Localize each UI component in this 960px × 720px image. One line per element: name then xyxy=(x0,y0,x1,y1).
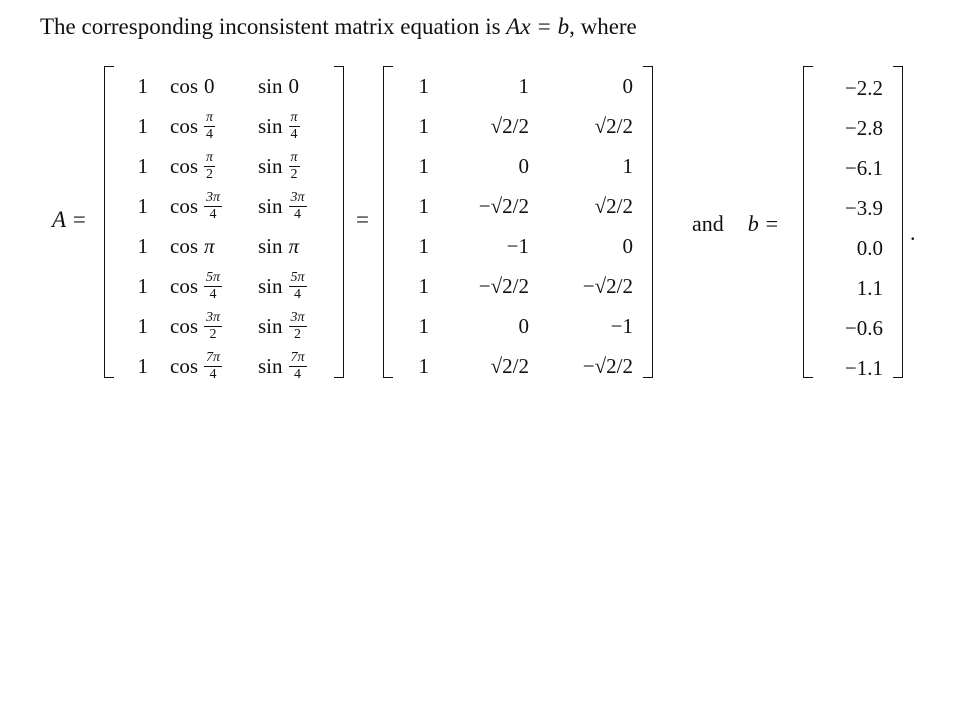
matrix-cell: √2/2 xyxy=(594,193,633,218)
matrix-a-symbolic xyxy=(104,66,344,382)
fraction-numerator: 5π xyxy=(206,269,221,285)
cos-function: cos xyxy=(170,113,198,138)
matrix-cell: 0 xyxy=(518,313,529,338)
matrix-row xyxy=(383,306,653,346)
vector-b-label: b = xyxy=(747,211,780,236)
fraction-denominator: 4 xyxy=(294,286,302,302)
matrix-cell xyxy=(258,346,338,386)
vector-row xyxy=(803,268,903,308)
vector-entry: −2.8 xyxy=(844,115,883,140)
sin-function: sin xyxy=(258,273,283,298)
intro-text-before: The corresponding inconsistent matrix equation is xyxy=(40,14,507,39)
fraction-denominator: 2 xyxy=(294,326,302,342)
matrix-cell xyxy=(170,306,250,346)
matrix-cell: 0 xyxy=(622,233,633,258)
sin-function: sin xyxy=(258,313,283,338)
matrix-cell xyxy=(170,66,250,106)
matrix-cell xyxy=(258,66,338,106)
fraction-numerator: π xyxy=(290,149,298,165)
matrix-cell: −√2/2 xyxy=(582,353,633,378)
matrix-cell: 1 xyxy=(137,353,148,378)
matrix-cell: 1 xyxy=(418,273,429,298)
matrix-cell xyxy=(170,346,250,386)
vector-row xyxy=(803,148,903,188)
fraction-numerator: π xyxy=(206,149,214,165)
matrix-a-numeric xyxy=(383,66,653,378)
matrix-cell: √2/2 xyxy=(490,353,529,378)
matrix-cell: 1 xyxy=(137,313,148,338)
cos-function: cos xyxy=(170,193,198,218)
vector-entry: −0.6 xyxy=(844,315,883,340)
sin-function: sin xyxy=(258,193,283,218)
matrix-cell xyxy=(170,106,250,146)
fraction xyxy=(289,311,307,342)
cos-function: cos xyxy=(170,153,198,178)
fraction xyxy=(289,351,307,382)
matrix-cell xyxy=(258,226,338,266)
function-argument: 0 xyxy=(204,73,215,98)
fraction-denominator: 4 xyxy=(209,286,217,302)
cos-function: cos xyxy=(170,233,198,258)
matrix-row xyxy=(383,266,653,306)
matrix-a-label: A = xyxy=(52,207,87,232)
matrix-row xyxy=(383,346,653,386)
cos-function: cos xyxy=(170,353,198,378)
matrix-cell xyxy=(258,106,338,146)
fraction-numerator: 3π xyxy=(206,309,221,325)
fraction-denominator: 2 xyxy=(290,166,298,182)
fraction-denominator: 4 xyxy=(209,206,217,222)
matrix-cell: 1 xyxy=(137,153,148,178)
fraction xyxy=(289,191,307,222)
vector-b xyxy=(803,66,903,378)
matrix-row xyxy=(104,146,344,186)
matrix-row xyxy=(383,66,653,106)
function-argument: π xyxy=(204,233,215,258)
matrix-row xyxy=(104,306,344,346)
matrix-row xyxy=(383,226,653,266)
vector-row xyxy=(803,348,903,388)
matrix-cell: 0 xyxy=(518,153,529,178)
fraction xyxy=(204,111,215,142)
intro-sentence xyxy=(40,14,637,40)
sin-function: sin xyxy=(258,73,283,98)
vector-entry: −1.1 xyxy=(844,355,883,380)
vector-row xyxy=(803,308,903,348)
fraction xyxy=(289,151,300,182)
matrix-cell: 1 xyxy=(137,73,148,98)
fraction-denominator: 4 xyxy=(209,366,217,382)
matrix-cell: 1 xyxy=(418,353,429,378)
fraction-denominator: 4 xyxy=(206,126,213,142)
vector-entry: −2.2 xyxy=(844,75,883,100)
and-word: and xyxy=(692,211,724,236)
fraction-denominator: 4 xyxy=(294,206,302,222)
matrix-row xyxy=(104,66,344,106)
fraction xyxy=(204,191,222,222)
sin-function: sin xyxy=(258,353,283,378)
matrix-row xyxy=(104,106,344,146)
matrix-cell: −1 xyxy=(506,233,529,258)
matrix-cell: 1 xyxy=(418,233,429,258)
matrix-cell xyxy=(170,226,250,266)
fraction-denominator: 2 xyxy=(206,166,213,182)
fraction-numerator: π xyxy=(290,109,298,125)
function-argument: π xyxy=(288,233,300,258)
matrix-cell: 1 xyxy=(137,233,148,258)
matrix-cell xyxy=(170,146,250,186)
fraction-numerator: 3π xyxy=(206,189,221,205)
matrix-cell xyxy=(258,146,338,186)
intro-text-after: , where xyxy=(569,14,637,39)
matrix-cell: 1 xyxy=(518,73,529,98)
fraction xyxy=(204,151,215,182)
vector-row xyxy=(803,108,903,148)
fraction-numerator: 3π xyxy=(290,189,305,205)
fraction xyxy=(204,311,222,342)
matrix-row xyxy=(383,146,653,186)
matrix-cell: √2/2 xyxy=(594,113,633,138)
matrix-row xyxy=(383,106,653,146)
matrix-cell: −1 xyxy=(610,313,633,338)
matrix-cell: √2/2 xyxy=(490,113,529,138)
matrix-cell xyxy=(170,266,250,306)
fraction-numerator: 5π xyxy=(290,269,305,285)
fraction-numerator: 7π xyxy=(290,349,305,365)
matrix-row xyxy=(104,226,344,266)
matrix-cell: 1 xyxy=(622,153,633,178)
fraction-numerator: π xyxy=(206,109,214,125)
matrix-cell xyxy=(258,266,338,306)
vector-entry: 1.1 xyxy=(856,275,883,300)
fraction xyxy=(204,351,222,382)
matrix-row xyxy=(104,346,344,386)
fraction xyxy=(204,271,222,302)
sin-function: sin xyxy=(258,113,283,138)
fraction-numerator: 3π xyxy=(290,309,305,325)
matrix-cell: 1 xyxy=(137,113,148,138)
matrix-cell: −√2/2 xyxy=(478,193,529,218)
fraction-numerator: 7π xyxy=(206,349,221,365)
matrix-cell xyxy=(258,306,338,346)
cos-function: cos xyxy=(170,73,198,98)
matrix-cell: 1 xyxy=(418,313,429,338)
vector-row xyxy=(803,188,903,228)
matrix-cell: 1 xyxy=(418,73,429,98)
vector-entry: 0.0 xyxy=(856,235,883,260)
matrix-cell: 1 xyxy=(418,153,429,178)
sin-function: sin xyxy=(258,153,283,178)
matrix-cell: 1 xyxy=(418,193,429,218)
matrix-row xyxy=(383,186,653,226)
equals-sign: = xyxy=(356,207,369,232)
matrix-cell: −√2/2 xyxy=(582,273,633,298)
period: . xyxy=(910,220,916,245)
matrix-row xyxy=(104,186,344,226)
fraction-denominator: 4 xyxy=(294,366,302,382)
fraction xyxy=(289,271,307,302)
matrix-cell: −√2/2 xyxy=(478,273,529,298)
cos-function: cos xyxy=(170,273,198,298)
vector-entry: −6.1 xyxy=(844,155,883,180)
matrix-row xyxy=(104,266,344,306)
vector-entry: −3.9 xyxy=(844,195,883,220)
and-b-label xyxy=(692,211,779,237)
fraction xyxy=(289,111,300,142)
vector-row xyxy=(803,228,903,268)
sin-function: sin xyxy=(258,233,283,258)
vector-row xyxy=(803,68,903,108)
matrix-cell: 1 xyxy=(137,273,148,298)
fraction-denominator: 2 xyxy=(209,326,217,342)
function-argument: 0 xyxy=(288,73,300,98)
fraction-denominator: 4 xyxy=(290,126,298,142)
intro-equation: Ax = b xyxy=(506,14,570,39)
matrix-cell: 0 xyxy=(622,73,633,98)
matrix-cell: 1 xyxy=(137,193,148,218)
matrix-cell: 1 xyxy=(418,113,429,138)
cos-function: cos xyxy=(170,313,198,338)
matrix-cell xyxy=(170,186,250,226)
matrix-cell xyxy=(258,186,338,226)
